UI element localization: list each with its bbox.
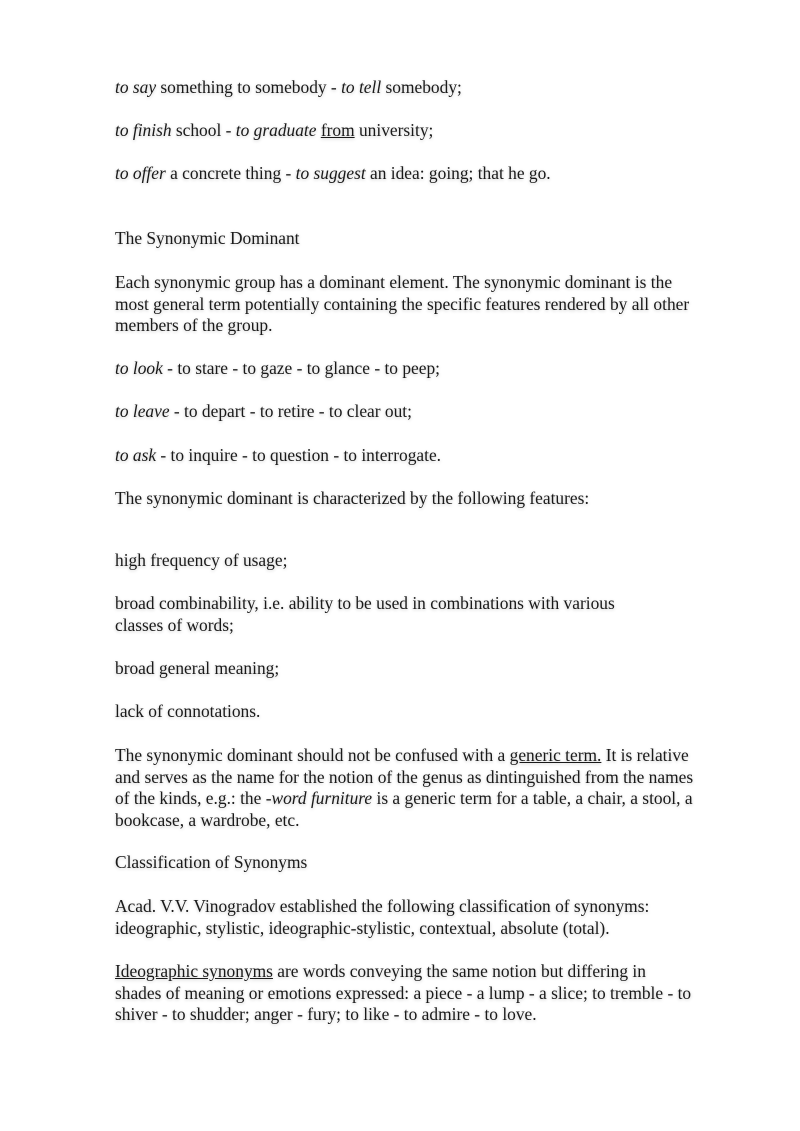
- text-span: somebody;: [381, 77, 462, 97]
- feature-frequency: high frequency of usage;: [115, 550, 288, 570]
- text-line: shades of meaning or emotions expressed: a piece - a lump - a slice; to tremble - to: [115, 982, 692, 1003]
- italic-term: to finish: [115, 120, 172, 140]
- example-ask: [115, 445, 441, 467]
- text-line: most general term potentially containing the specific features rendered by all other: [115, 293, 690, 314]
- italic-term: word furniture: [271, 788, 373, 808]
- text-line: Each synonymic group has a dominant element. The synonymic dominant is the: [115, 272, 673, 292]
- feature-no-connotations: lack of connotations.: [115, 701, 261, 721]
- text-span: a concrete thing -: [165, 163, 296, 183]
- text-span: of the kinds, e.g.: the -: [115, 788, 272, 808]
- text-span: an idea: going; that he go.: [365, 163, 551, 183]
- text-span: school -: [171, 120, 236, 140]
- section-heading-classification: Classification of Synonyms: [115, 852, 308, 872]
- italic-term: to tell: [341, 77, 382, 97]
- text-line: Acad. V.V. Vinogradov established the following classification of synonyms:: [115, 896, 650, 916]
- text-span: The synonymic dominant should not be confused with a: [115, 745, 510, 765]
- example-line-say-tell: [115, 77, 462, 99]
- example-line-finish-graduate: [115, 120, 433, 142]
- text-line: classes of words;: [115, 614, 234, 635]
- text-line: [115, 788, 755, 810]
- text-line: and serves as the name for the notion of the genus as dintinguished from the names: [115, 766, 694, 787]
- features-intro: The synonymic dominant is characterized by the following features:: [115, 488, 590, 508]
- section-heading-synonymic-dominant: The Synonymic Dominant: [115, 228, 300, 248]
- text-span: - to depart - to retire - to clear out;: [169, 401, 412, 421]
- italic-term: to look: [115, 358, 163, 378]
- text-span: - to stare - to gaze - to glance - to peep;: [162, 358, 440, 378]
- text-line: broad combinability, i.e. ability to be used in combinations with various: [115, 593, 615, 613]
- example-line-offer-suggest: [115, 163, 551, 185]
- underlined-term: Ideographic synonyms: [115, 961, 273, 981]
- example-leave: [115, 401, 412, 423]
- example-look: [115, 358, 440, 380]
- italic-term: to offer: [115, 163, 166, 183]
- italic-term: to graduate: [235, 120, 317, 140]
- italic-term: to suggest: [295, 163, 366, 183]
- text-line: [115, 745, 755, 767]
- paragraph-ideographic-synonyms: [115, 961, 755, 1026]
- feature-combinability: [115, 593, 755, 636]
- italic-term: to leave: [115, 401, 170, 421]
- paragraph-generic-term: [115, 745, 755, 831]
- text-line: [115, 961, 755, 983]
- italic-term: to ask: [115, 445, 157, 465]
- text-span: It is relative: [601, 745, 689, 765]
- text-line: shiver - to shudder; anger - fury; to like - to admire - to love.: [115, 1004, 537, 1024]
- paragraph-dominant-definition: [115, 272, 755, 337]
- text-line: members of the group.: [115, 315, 273, 335]
- text-span: - to inquire - to question - to interrogate.: [156, 445, 442, 465]
- text-line: bookcase, a wardrobe, etc.: [115, 809, 300, 830]
- underlined-term: generic term.: [509, 745, 602, 765]
- italic-term: to say: [115, 77, 157, 97]
- text-span: university;: [354, 120, 434, 140]
- paragraph-vinogradov: [115, 896, 755, 939]
- feature-general-meaning: broad general meaning;: [115, 658, 280, 678]
- text-span: something to somebody -: [156, 77, 342, 97]
- text-span: is a generic term for a table, a chair, a stool, a: [372, 788, 693, 808]
- underlined-word: from: [320, 120, 355, 140]
- text-line: ideographic, stylistic, ideographic-stylistic, contextual, absolute (total).: [115, 917, 610, 938]
- text-span: are words conveying the same notion but differing in: [272, 961, 646, 981]
